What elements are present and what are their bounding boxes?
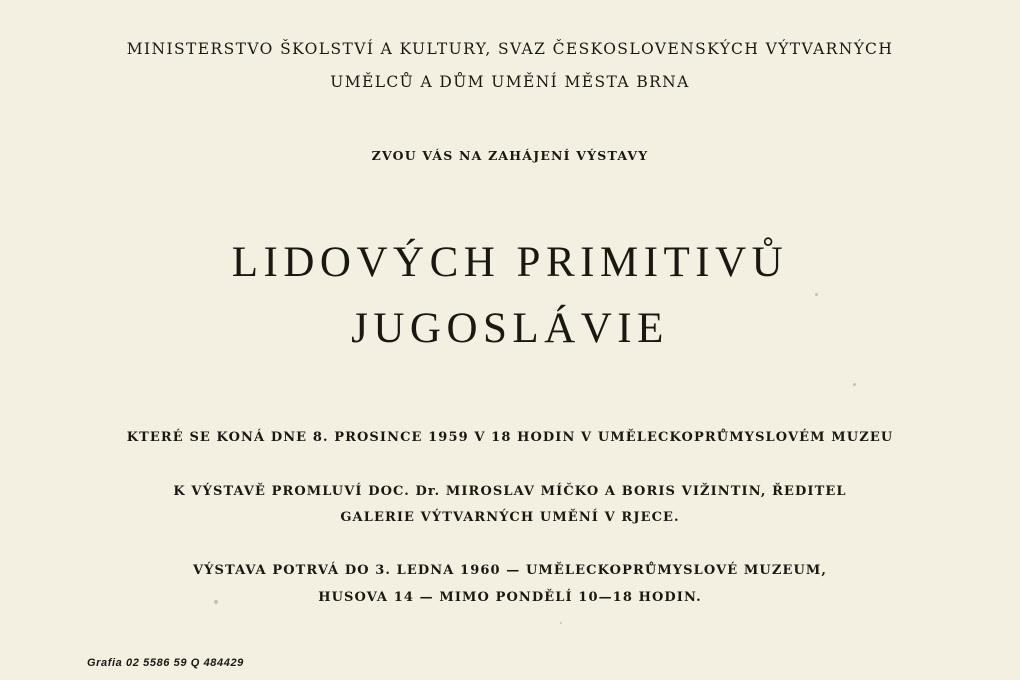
paper-speck xyxy=(815,293,818,296)
printer-imprint: Grafia 02 5586 59 Q 484429 xyxy=(87,657,244,669)
opening-details: KTERÉ SE KONÁ DNE 8. PROSINCE 1959 V 18 HODIN V UMĚLECKOPRŮMYSLOVÉM MUZEU xyxy=(126,430,894,445)
exhibition-title-line-1: LIDOVÝCH PRIMITIVŮ xyxy=(231,239,789,286)
exhibition-title-line-2: JUGOSLÁVIE xyxy=(351,305,669,352)
speakers-line-2: GALERIE VÝTVARNÝCH UMĚNÍ V RJECE. xyxy=(340,510,680,525)
invitation-text: ZVOU VÁS NA ZAHÁJENÍ VÝSTAVY xyxy=(371,148,649,163)
organizers-line-1: MINISTERSTVO ŠKOLSTVÍ A KULTURY, SVAZ ČESKOSLOVENSKÝCH VÝTVARNÝCH xyxy=(126,40,894,58)
paper-speck xyxy=(853,383,856,386)
organizers-line-2: UMĚLCŮ A DŮM UMĚNÍ MĚSTA BRNA xyxy=(330,73,690,91)
paper-speck xyxy=(214,600,218,604)
duration-line-1: VÝSTAVA POTRVÁ DO 3. LEDNA 1960 — UMĚLECKOPRŮMYSLOVÉ MUZEUM, xyxy=(192,563,828,578)
duration-line-2: HUSOVA 14 — MIMO PONDĚLÍ 10—18 HODIN. xyxy=(318,590,702,605)
paper-speck xyxy=(560,622,562,624)
speakers-line-1: K VÝSTAVĚ PROMLUVÍ DOC. Dr. MIROSLAV MÍČKO A BORIS VIŽINTIN, ŘEDITEL xyxy=(173,484,847,499)
